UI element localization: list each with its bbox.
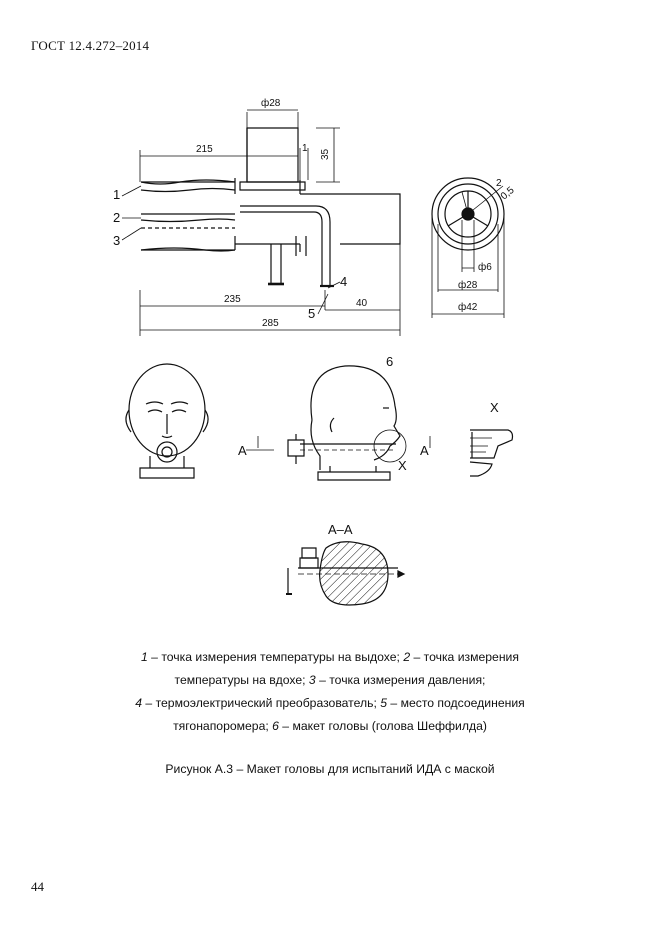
marker-x-detail: X [490, 400, 499, 415]
dim-d28-top: ф28 [261, 98, 281, 109]
legend-line: 1 – точка измерения температуры на выдохе; 2 – точка измерения [141, 650, 519, 664]
tube-end-view [432, 178, 504, 318]
dim-285: 285 [262, 318, 279, 329]
section-a-a [286, 542, 404, 605]
callout-1: 1 [113, 187, 121, 202]
page-number: 44 [31, 879, 44, 894]
legend-line: температуры на вдохе; 3 – точка измерения давления; [174, 673, 486, 687]
dim-215: 215 [196, 144, 213, 155]
marker-a-left: A [238, 443, 247, 458]
dim-235: 235 [224, 294, 241, 305]
legend-line: тягонапоромера; 6 – макет головы (голова Шеффилда) [173, 719, 487, 733]
figure-caption: Рисунок А.3 – Макет головы для испытаний ИДА с маской [165, 762, 495, 776]
marker-x-view: X [398, 458, 407, 473]
dim-1: 1 [302, 143, 308, 154]
dim-35: 35 [320, 148, 331, 160]
dim-40: 40 [356, 298, 368, 309]
dim-d42: ф42 [458, 302, 478, 313]
dim-2: 2 [496, 178, 502, 189]
callout-6: 6 [386, 354, 394, 369]
dim-d6: ф6 [478, 262, 492, 273]
figure-legend [60, 646, 600, 738]
legend-line: 4 – термоэлектрический преобразователь; 5 – место подсоединения [135, 696, 525, 710]
dim-d28: ф28 [458, 280, 478, 291]
head-front-view [126, 364, 208, 478]
section-label: A–A [328, 522, 353, 537]
callout-4: 4 [340, 274, 348, 289]
dim-0-5: 0,5 [498, 184, 517, 203]
detail-x [470, 430, 513, 476]
marker-a-right: A [420, 443, 429, 458]
document-header: ГОСТ 12.4.272–2014 [31, 38, 150, 53]
callout-2: 2 [113, 210, 121, 225]
callout-5: 5 [308, 306, 316, 321]
callout-3: 3 [113, 233, 121, 248]
